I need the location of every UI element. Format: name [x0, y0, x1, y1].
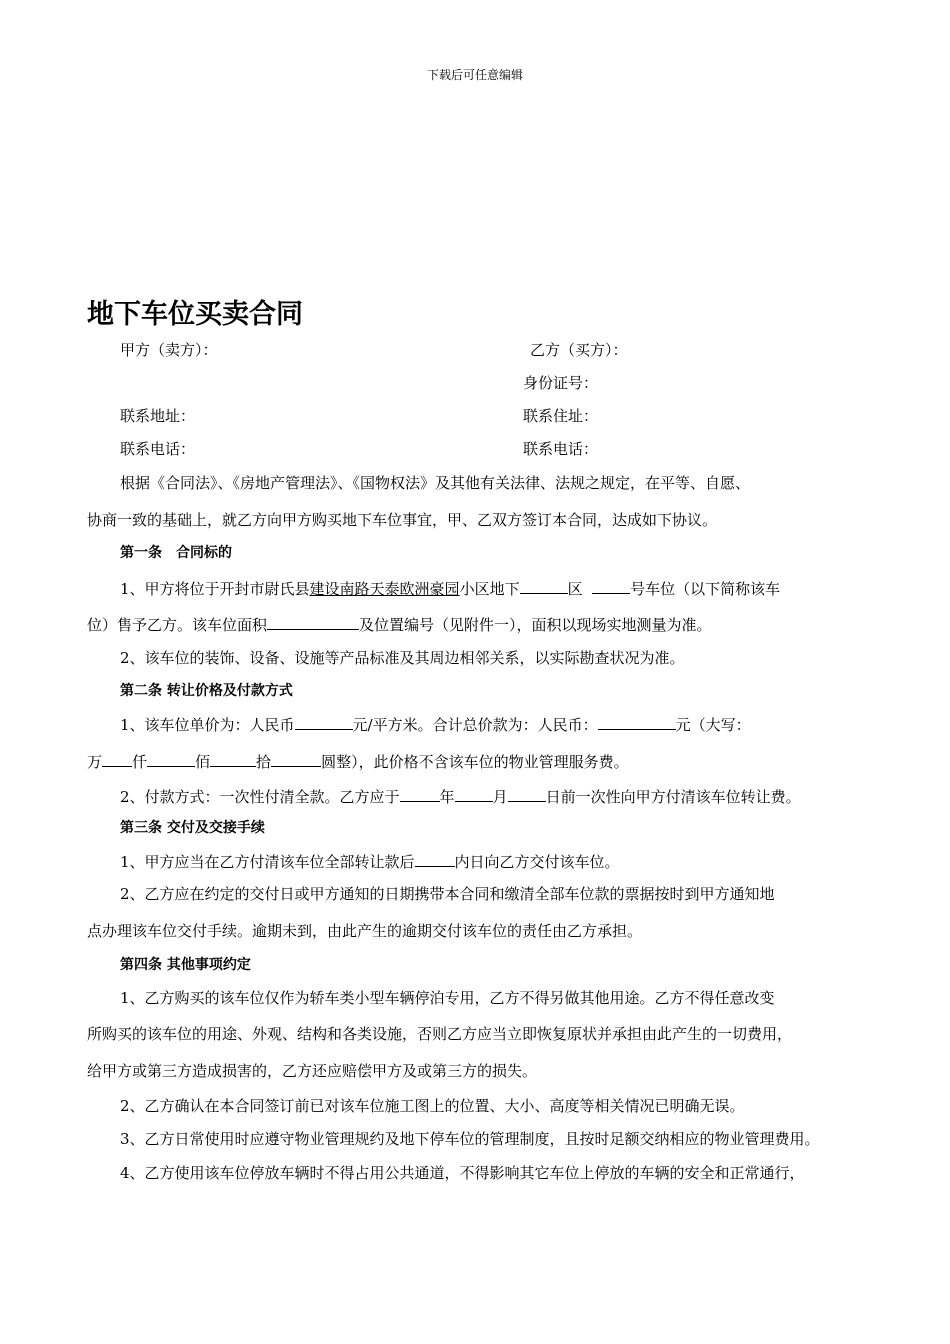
phone-a-label: 联系电话： — [120, 440, 196, 458]
text: 内日向乙方交付该车位。 — [454, 853, 620, 871]
text: 佰 — [195, 753, 211, 771]
article-4-para-1-line-2: 所购买的该车位的用途、外观、结构和各类设施，否则乙方应当立即恢复原状并承担由此产生的一切费用， — [87, 1025, 793, 1043]
article-1-para-1-line-2 — [87, 613, 712, 635]
text: 万 — [87, 753, 103, 771]
text: 及位置编号（见附件一），面积以现场实地测量为准。 — [359, 616, 712, 634]
blank-field — [455, 785, 493, 802]
blank-field — [210, 750, 256, 767]
text: 年 — [439, 788, 455, 806]
text: 元（大写： — [675, 716, 751, 734]
text: 日前一次性向甲方付清该车位转让费。 — [545, 788, 801, 806]
article-3-title: 第三条 交付及交接手续 — [120, 820, 265, 836]
article-3-para-2-line-2: 点办理该车位交付手续。逾期未到，由此产生的逾期交付该车位的责任由乙方承担。 — [87, 922, 643, 940]
blank-field — [295, 713, 353, 730]
address-a-label: 联系地址： — [120, 407, 196, 425]
text: 圆整），此价格不含该车位的物业管理服务费。 — [321, 753, 629, 771]
article-4-para-4: 4、乙方使用该车位停放车辆时不得占用公共通道，不得影响其它车位上停放的车辆的安全和正常通行， — [120, 1164, 805, 1182]
blank-field — [271, 750, 321, 767]
text: 拾 — [256, 753, 272, 771]
blank-field — [147, 750, 195, 767]
text: 月 — [492, 788, 508, 806]
article-1-title: 第一条 合同标的 — [120, 545, 232, 561]
blank-field — [520, 577, 568, 594]
text: 1、该车位单价为：人民币 — [120, 716, 295, 734]
article-4-title: 第四条 其他事项约定 — [120, 957, 251, 973]
blank-field — [267, 613, 359, 630]
article-2-para-2 — [120, 785, 801, 807]
text: 1、甲方应当在乙方付清该车位全部转让款后 — [120, 853, 415, 871]
article-2-para-1-line-2 — [87, 750, 629, 772]
document-title: 地下车位买卖合同 — [87, 299, 303, 330]
phone-b-label: 联系电话： — [523, 440, 599, 458]
article-4-para-3: 3、乙方日常使用时应遵守物业管理规约及地下停车位的管理制度，且按时足额交纳相应的物业管理费用。 — [120, 1130, 820, 1148]
blank-field — [508, 785, 546, 802]
blank-field — [598, 713, 676, 730]
blank-field — [592, 577, 630, 594]
article-3-para-2-line-1: 2、乙方应在约定的交付日或甲方通知的日期携带本合同和缴清全部车位款的票据按时到甲方通知地 — [120, 885, 775, 903]
text: 2、付款方式：一次性付清全款。乙方应于 — [120, 788, 400, 806]
article-4-para-2: 2、乙方确认在本合同签订前已对该车位施工图上的位置、大小、高度等相关情况已明确无误。 — [120, 1097, 745, 1115]
text: 仟 — [132, 753, 148, 771]
party-a-label: 甲方（卖方）： — [120, 341, 218, 359]
article-1-para-2: 2、该车位的装饰、设备、设施等产品标准及其周边相邻关系，以实际勘查状况为准。 — [120, 649, 685, 667]
article-3-para-1 — [120, 850, 620, 872]
address-b-label: 联系住址： — [523, 407, 599, 425]
article-4-para-1-line-1: 1、乙方购买的该车位仅作为轿车类小型车辆停泊专用，乙方不得另做其他用途。乙方不得任意改变 — [120, 989, 775, 1007]
intro-line-1: 根据《合同法》、《房地产管理法》、《国物权法》及其他有关法律、法规之规定，在平等、自愿、 — [120, 474, 751, 492]
text: 号车位（以下简称该车 — [630, 580, 781, 598]
article-1-para-1-line-1 — [120, 577, 780, 599]
text: 1、甲方将位于开封市尉氏县 — [120, 580, 310, 598]
article-2-title: 第二条 转让价格及付款方式 — [120, 683, 293, 699]
text: 区 — [567, 580, 583, 598]
article-4-para-1-line-3: 给甲方或第三方造成损害的，乙方还应赔偿甲方及或第三方的损失。 — [87, 1062, 538, 1080]
blank-field — [415, 850, 455, 867]
text: 位）售予乙方。该车位面积 — [87, 616, 268, 634]
article-2-para-1-line-1 — [120, 713, 751, 735]
page-header: 下载后可任意编辑 — [426, 68, 523, 82]
id-number-label: 身份证号： — [523, 374, 599, 392]
party-b-label: 乙方（买方）： — [530, 341, 628, 359]
blank-field — [102, 750, 132, 767]
text: 小区地下 — [459, 580, 520, 598]
text: 元/平方米。合计总价款为：人民币： — [352, 716, 598, 734]
intro-line-2: 协商一致的基础上，就乙方向甲方购买地下车位事宜，甲、乙双方签订本合同，达成如下协议。 — [87, 511, 718, 529]
address-text: 建设南路天泰欧洲豪园 — [309, 580, 460, 598]
blank-field — [400, 785, 440, 802]
